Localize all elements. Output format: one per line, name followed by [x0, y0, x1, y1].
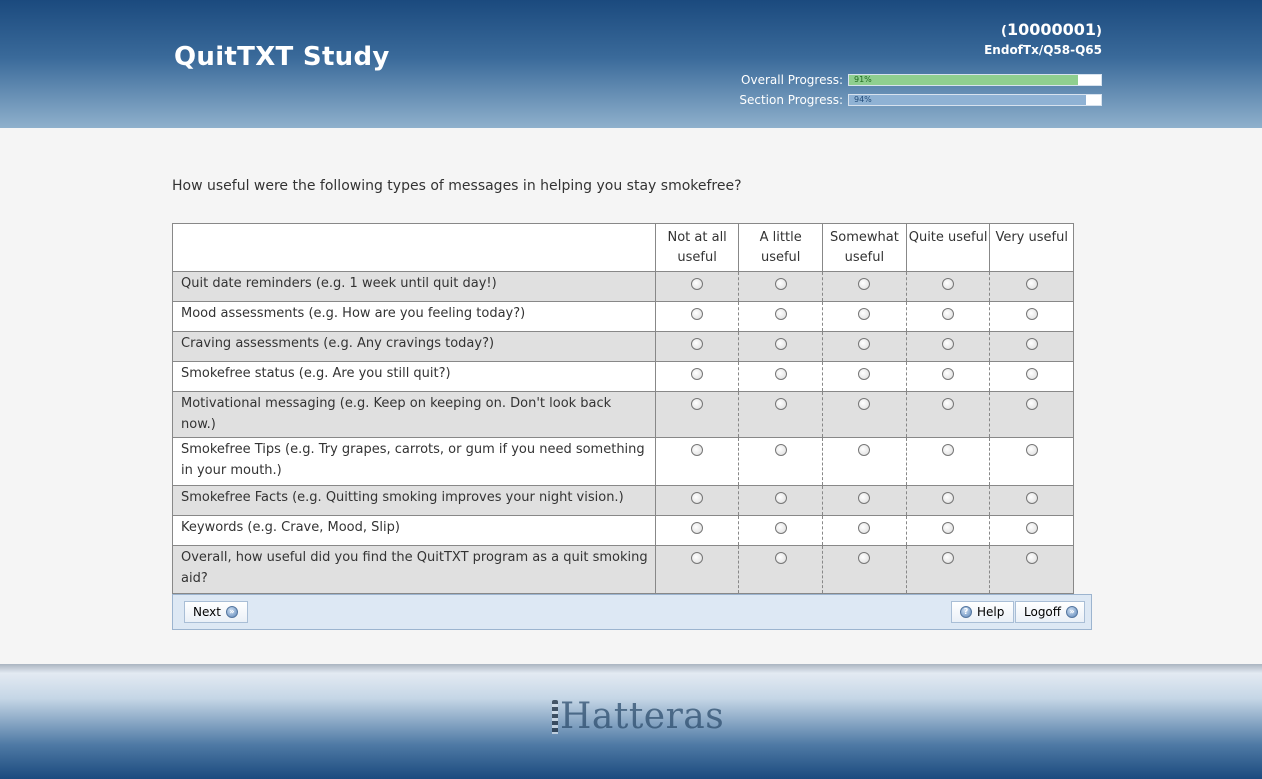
radio-cell	[906, 332, 990, 362]
radio-cell	[990, 362, 1074, 392]
rating-radio[interactable]	[942, 338, 954, 350]
radio-cell	[906, 302, 990, 332]
page-footer	[0, 664, 1262, 779]
radio-cell	[822, 546, 906, 594]
rating-radio[interactable]	[1026, 444, 1038, 456]
logo-text: Hatteras	[560, 696, 725, 737]
rating-radio[interactable]	[775, 338, 787, 350]
overall-progress-text: 91%	[854, 75, 872, 84]
rating-radio[interactable]	[1026, 368, 1038, 380]
overall-progress	[741, 72, 1102, 88]
rating-radio[interactable]	[775, 492, 787, 504]
radio-cell	[655, 546, 739, 594]
radio-cell	[739, 546, 823, 594]
rating-radio[interactable]	[1026, 398, 1038, 410]
rating-radio[interactable]	[691, 522, 703, 534]
rating-radio[interactable]	[691, 278, 703, 290]
radio-cell	[990, 546, 1074, 594]
participant-id-value: 10000001	[1006, 20, 1097, 39]
rating-radio[interactable]	[942, 444, 954, 456]
logoff-button-label: Logoff	[1024, 605, 1062, 619]
option-header: A little useful	[739, 224, 823, 272]
radio-cell	[990, 516, 1074, 546]
option-header: Somewhat useful	[822, 224, 906, 272]
rating-radio[interactable]	[691, 398, 703, 410]
rating-radio[interactable]	[691, 308, 703, 320]
rating-radio[interactable]	[858, 308, 870, 320]
rating-radio[interactable]	[858, 522, 870, 534]
section-progress-text: 94%	[854, 95, 872, 104]
radio-cell	[655, 486, 739, 516]
overall-progress-fill	[849, 75, 1078, 85]
rating-grid	[172, 223, 1074, 594]
option-header: Quite useful	[906, 224, 990, 272]
main-content	[0, 128, 1262, 664]
radio-cell	[906, 486, 990, 516]
rating-radio[interactable]	[858, 492, 870, 504]
rating-radio[interactable]	[942, 552, 954, 564]
radio-cell	[655, 332, 739, 362]
item-label: Smokefree Facts (e.g. Quitting smoking improves your night vision.)	[173, 486, 656, 516]
logoff-button[interactable]	[1015, 601, 1085, 623]
radio-cell	[906, 546, 990, 594]
section-progress	[739, 92, 1102, 108]
radio-cell	[739, 516, 823, 546]
radio-cell	[906, 438, 990, 486]
rating-radio[interactable]	[942, 522, 954, 534]
radio-cell	[822, 302, 906, 332]
rating-radio[interactable]	[1026, 338, 1038, 350]
radio-cell	[655, 302, 739, 332]
radio-cell	[655, 438, 739, 486]
radio-cell	[822, 516, 906, 546]
grid-row	[173, 516, 1074, 546]
rating-radio[interactable]	[942, 492, 954, 504]
radio-cell	[822, 272, 906, 302]
rating-radio[interactable]	[1026, 552, 1038, 564]
section-code: EndofTx/Q58-Q65	[984, 43, 1102, 57]
item-label: Smokefree status (e.g. Are you still quit?)	[173, 362, 656, 392]
grid-row	[173, 302, 1074, 332]
radio-cell	[655, 392, 739, 438]
next-button-label: Next	[193, 605, 221, 619]
rating-radio[interactable]	[775, 368, 787, 380]
radio-cell	[990, 392, 1074, 438]
radio-cell	[655, 516, 739, 546]
rating-radio[interactable]	[691, 368, 703, 380]
grid-header-blank	[173, 224, 656, 272]
radio-cell	[990, 272, 1074, 302]
radio-cell	[822, 438, 906, 486]
radio-cell	[822, 332, 906, 362]
radio-cell	[739, 362, 823, 392]
radio-cell	[906, 272, 990, 302]
grid-row	[173, 332, 1074, 362]
participant-id: (10000001)	[1001, 20, 1102, 39]
rating-radio[interactable]	[775, 398, 787, 410]
section-progress-bar	[848, 94, 1102, 106]
radio-cell	[906, 392, 990, 438]
radio-cell	[739, 332, 823, 362]
radio-cell	[990, 438, 1074, 486]
lighthouse-icon	[552, 700, 558, 734]
radio-cell	[739, 302, 823, 332]
radio-cell	[990, 486, 1074, 516]
rating-radio[interactable]	[858, 552, 870, 564]
navigation-bar	[172, 594, 1092, 630]
rating-radio[interactable]	[691, 444, 703, 456]
rating-radio[interactable]	[691, 552, 703, 564]
radio-cell	[655, 272, 739, 302]
radio-cell	[655, 362, 739, 392]
next-button[interactable]	[184, 601, 248, 623]
grid-row	[173, 362, 1074, 392]
rating-radio[interactable]	[1026, 522, 1038, 534]
rating-radio[interactable]	[942, 278, 954, 290]
item-label: Mood assessments (e.g. How are you feeling today?)	[173, 302, 656, 332]
radio-cell	[906, 516, 990, 546]
grid-row	[173, 546, 1074, 594]
item-label: Motivational messaging (e.g. Keep on keeping on. Don't look back now.)	[173, 392, 656, 438]
radio-cell	[822, 362, 906, 392]
item-label: Quit date reminders (e.g. 1 week until quit day!)	[173, 272, 656, 302]
grid-header-row	[173, 224, 1074, 272]
radio-cell	[822, 486, 906, 516]
item-label: Smokefree Tips (e.g. Try grapes, carrots, or gum if you need something in your mouth.)	[173, 438, 656, 486]
radio-cell	[990, 332, 1074, 362]
rating-radio[interactable]	[942, 308, 954, 320]
section-progress-label: Section Progress:	[739, 93, 843, 107]
radio-cell	[990, 302, 1074, 332]
option-header: Very useful	[990, 224, 1074, 272]
arrow-right-circle-icon: »	[1066, 606, 1078, 618]
grid-row	[173, 486, 1074, 516]
rating-radio[interactable]	[775, 552, 787, 564]
rating-radio[interactable]	[691, 338, 703, 350]
overall-progress-bar	[848, 74, 1102, 86]
overall-progress-label: Overall Progress:	[741, 73, 843, 87]
rating-radio[interactable]	[858, 338, 870, 350]
option-header: Not at all useful	[655, 224, 739, 272]
grid-row	[173, 438, 1074, 486]
rating-radio[interactable]	[1026, 492, 1038, 504]
question-circle-icon: ?	[960, 606, 972, 618]
rating-radio[interactable]	[775, 308, 787, 320]
rating-radio[interactable]	[775, 444, 787, 456]
radio-cell	[739, 486, 823, 516]
hatteras-logo	[552, 696, 724, 737]
rating-radio[interactable]	[775, 522, 787, 534]
help-button-label: Help	[977, 605, 1005, 619]
rating-radio[interactable]	[858, 444, 870, 456]
rating-radio[interactable]	[858, 368, 870, 380]
item-label: Overall, how useful did you find the QuitTXT program as a quit smoking aid?	[173, 546, 656, 594]
help-button[interactable]	[951, 601, 1014, 623]
rating-radio[interactable]	[858, 278, 870, 290]
rating-radio[interactable]	[691, 492, 703, 504]
radio-cell	[739, 392, 823, 438]
section-progress-fill	[849, 95, 1086, 105]
grid-row	[173, 272, 1074, 302]
item-label: Craving assessments (e.g. Any cravings today?)	[173, 332, 656, 362]
rating-radio[interactable]	[1026, 308, 1038, 320]
rating-radio[interactable]	[775, 278, 787, 290]
rating-radio[interactable]	[1026, 278, 1038, 290]
radio-cell	[906, 362, 990, 392]
item-label: Keywords (e.g. Crave, Mood, Slip)	[173, 516, 656, 546]
study-title: QuitTXT Study	[174, 42, 390, 72]
arrow-right-circle-icon: »	[226, 606, 238, 618]
radio-cell	[739, 438, 823, 486]
question-text: How useful were the following types of messages in helping you stay smokefree?	[172, 178, 742, 194]
rating-radio[interactable]	[942, 368, 954, 380]
rating-radio[interactable]	[942, 398, 954, 410]
radio-cell	[822, 392, 906, 438]
rating-radio[interactable]	[858, 398, 870, 410]
page-header	[0, 0, 1262, 128]
radio-cell	[739, 272, 823, 302]
grid-row	[173, 392, 1074, 438]
